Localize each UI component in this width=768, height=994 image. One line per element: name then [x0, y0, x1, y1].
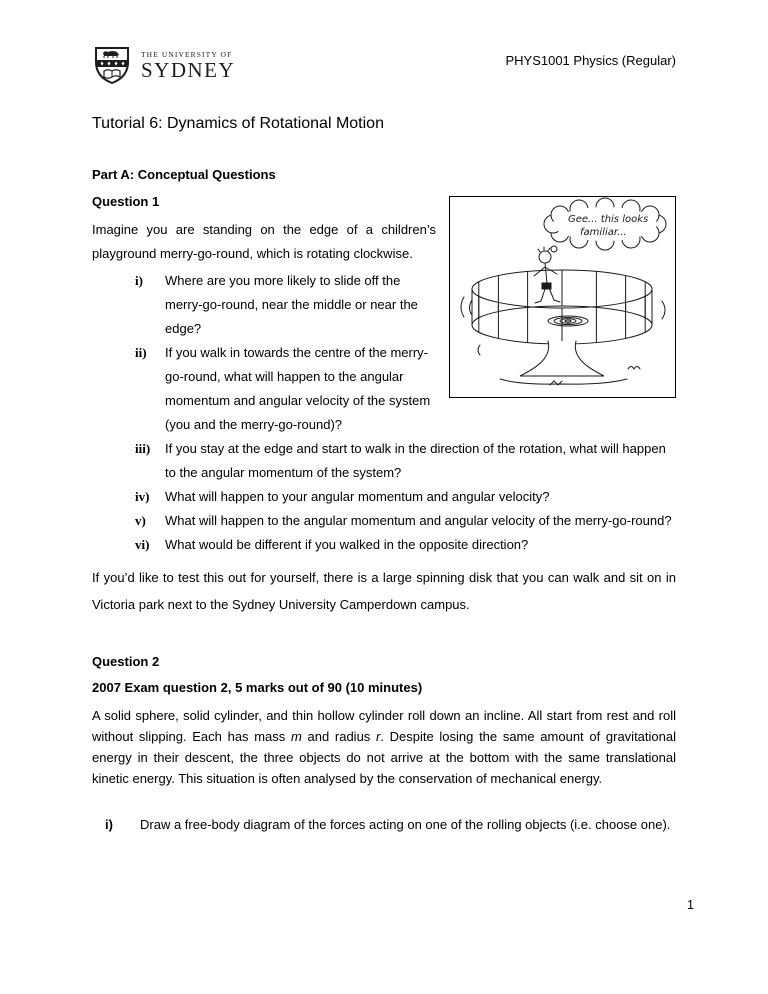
item-number: v): [135, 513, 146, 528]
q2-body-paragraph: [92, 705, 676, 789]
item-text: Draw a free-body diagram of the forces acting on one of the rolling objects (i.e. choose one).: [140, 817, 671, 832]
list-item: [135, 437, 676, 485]
university-logo: [92, 44, 235, 87]
item-text: What will happen to your angular momentum and angular velocity?: [165, 489, 550, 504]
variable-m: m: [290, 729, 302, 744]
merry-go-round-cartoon: [449, 196, 676, 398]
bubble-text-line1: Gee... this looks: [568, 214, 649, 225]
list-item: [135, 533, 676, 557]
item-number: ii): [135, 345, 147, 360]
university-wordmark-line2: SYDNEY: [141, 58, 236, 82]
item-text: What will happen to the angular momentum and angular velocity of the merry-go-round?: [165, 513, 672, 528]
q2-item: [105, 815, 676, 835]
item-text: What would be different if you walked in the opposite direction?: [165, 537, 529, 552]
question1-heading: Question 1: [92, 194, 160, 209]
q1-outro-paragraph: If you’d like to test this out for yourself, there is a large spinning disk that you can walk and sit on in Victoria park next to the Sydney University Camperdown campus.: [92, 570, 676, 612]
item-text: Where are you more likely to slide off the merry-go-round, near the middle or near the edge?: [165, 273, 418, 336]
item-number: i): [135, 273, 143, 288]
page-header: [92, 44, 676, 87]
item-number: i): [105, 817, 113, 832]
merry-go-round-drawing: [472, 270, 652, 385]
q1-intro-paragraph: [92, 214, 676, 266]
item-text: If you walk in towards the centre of the merry-go-round, what will happen to the angular momentum and angular velocity of the system (you and the merry-go-round)?: [165, 345, 431, 432]
q2-subheading: 2007 Exam question 2, 5 marks out of 90 (10 minutes): [92, 680, 423, 695]
page-title: Tutorial 6: Dynamics of Rotational Motion: [92, 115, 384, 132]
part-a-heading: Part A: Conceptual Questions: [92, 167, 276, 182]
item-number: iii): [135, 441, 151, 456]
item-number: iv): [135, 489, 150, 504]
course-code: PHYS1001 Physics (Regular): [505, 53, 676, 68]
list-item: [135, 509, 676, 533]
question2-heading: Question 2: [92, 654, 160, 669]
university-crest-icon: [92, 44, 132, 87]
variable-r: r: [376, 729, 381, 744]
item-number: vi): [135, 537, 150, 552]
person-figure: [534, 247, 560, 303]
page-number: 1: [687, 898, 694, 912]
list-item: [135, 485, 676, 509]
item-text: If you stay at the edge and start to walk in the direction of the rotation, what will happen to the angular momentum of the system?: [165, 441, 666, 480]
q1-intro-text: Imagine you are standing on the edge of a children’s playground merry-go-round, which is rotating clockwise.: [92, 222, 436, 261]
university-wordmark: [141, 50, 235, 81]
thought-bubble: [544, 198, 666, 259]
bubble-text-line2: familiar...: [580, 227, 627, 238]
university-wordmark-line1: THE UNIVERSITY OF: [141, 50, 233, 59]
q2-body-part1: A solid sphere, solid cylinder, and thin hollow cylinder roll down an incline. All start from rest and roll without slipping. Each has mass: [92, 708, 676, 744]
q2-body-part2: and radius: [301, 729, 376, 744]
q2-body-part3: . Despite losing the same amount of gravitational energy in their descent, the three objects do not arrive at the bottom with the same translational kinetic energy. This situation is often analysed by the conservation of mechanical energy.: [92, 729, 676, 786]
